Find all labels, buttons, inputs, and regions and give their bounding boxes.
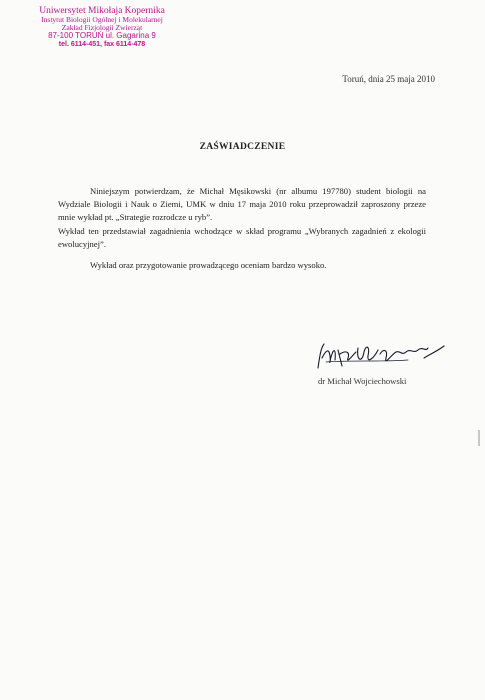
stamp-address: 87-100 TORUŃ ul. Gagarina 9 (48, 31, 156, 41)
handwritten-signature (312, 340, 452, 374)
document-title: ZAŚWIADCZENIE (199, 142, 286, 152)
stamp-university: Uniwersytet Mikołaja Kopernika (39, 6, 165, 16)
stamp-department: Zakład Fizjologii Zwierząt (61, 23, 143, 33)
letter-date: Toruń, dnia 25 maja 2010 (342, 74, 435, 84)
letter-body (58, 185, 426, 272)
page-edge-mark (478, 430, 480, 446)
paragraph-topic: Wykład ten przedstawiał zagadnienia wchodzące w skład programu „Wybranych zagadnień z ekologii ewolucyjnej”. (58, 225, 426, 249)
institution-stamp (22, 6, 182, 49)
paragraph-evaluation: Wykład oraz przygotowanie prowadzącego oceniam bardzo wysoko. (90, 260, 327, 271)
paragraph-confirmation: Niniejszym potwierdzam, że Michał Męsikowski (nr albumu 197780) student biologii na Wydziale Biologii i Nauk o Ziemi, UMK w dniu 17 maja 2010 roku przeprowadził zaproszony przeze mnie wykład pt. „Strategie rozrodcze u ryb”. (58, 186, 426, 223)
signatory-name: dr Michał Wojciechowski (318, 376, 407, 386)
stamp-phone: tel. 6114-451, fax 6114-478 (58, 41, 146, 49)
stamp-institute: Instytut Biologii Ogólnej i Molekularnej (41, 15, 163, 25)
